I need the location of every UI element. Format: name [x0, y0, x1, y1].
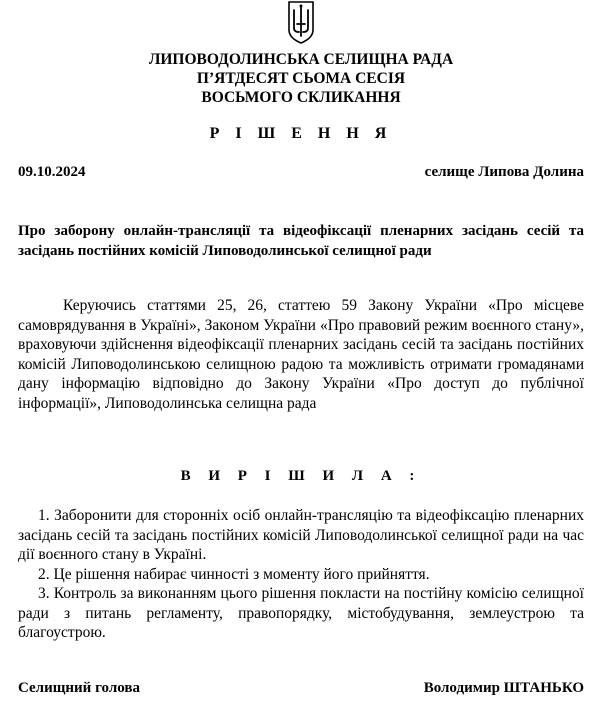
decision-item-1: 1. Заборонити для сторонніх осіб онлайн-трансляцію та відеофіксацію пленарних засідань сесій та засідань постійних комісій Липоводолинської селищної ради на час дії воєнного стану в Україні. — [18, 507, 584, 563]
council-name: ЛИПОВОДОЛИНСЬКА СЕЛИЩНА РАДА — [148, 51, 454, 68]
decision-item-3: 3. Контроль за виконанням цього рішення покласти на постійну комісію селищної ради з питань регламенту, правопорядку, містобудування, землеустрою та благоустрою. — [18, 585, 584, 641]
decision-item-2: 2. Це рішення набирає чинності з моменту його прийняття. — [38, 565, 430, 583]
session-name: П’ЯТДЕСЯТ СЬОМА СЕСІЯ — [196, 70, 406, 87]
signature-title: Селищний голова — [18, 680, 140, 696]
document-type: Р І Ш Е Н Н Я — [209, 125, 393, 142]
decision-date: 09.10.2024 — [18, 164, 86, 180]
decision-place: селище Липова Долина — [424, 164, 584, 180]
decided-heading: В И Р І Ш И Л А : — [180, 468, 422, 484]
convocation-name: ВОСЬМОГО СКЛИКАННЯ — [201, 89, 401, 106]
trident-coat-of-arms-icon — [287, 0, 315, 44]
signature-name: Володимир ШТАНЬКО — [423, 680, 584, 696]
preamble-paragraph: Керуючись статтями 25, 26, статтею 59 Закону України «Про місцеве самоврядування в Україні», Законом України «Про правовий режим воєнного стану», враховуючи здійснення відеофіксації пленарних засідань сесій та засідань постійних комісій Липоводолинською селищною радою та можливість отримати громадянами дану інформацію відповідно до Закону України «Про доступ до публічної інформації», Липоводолинська селищна рада — [18, 297, 584, 412]
decision-subject: Про заборону онлайн-трансляції та відеофіксації пленарних засідань сесій та засідань постійних комісій Липоводолинської селищної ради — [18, 223, 584, 259]
decision-items — [18, 506, 584, 643]
